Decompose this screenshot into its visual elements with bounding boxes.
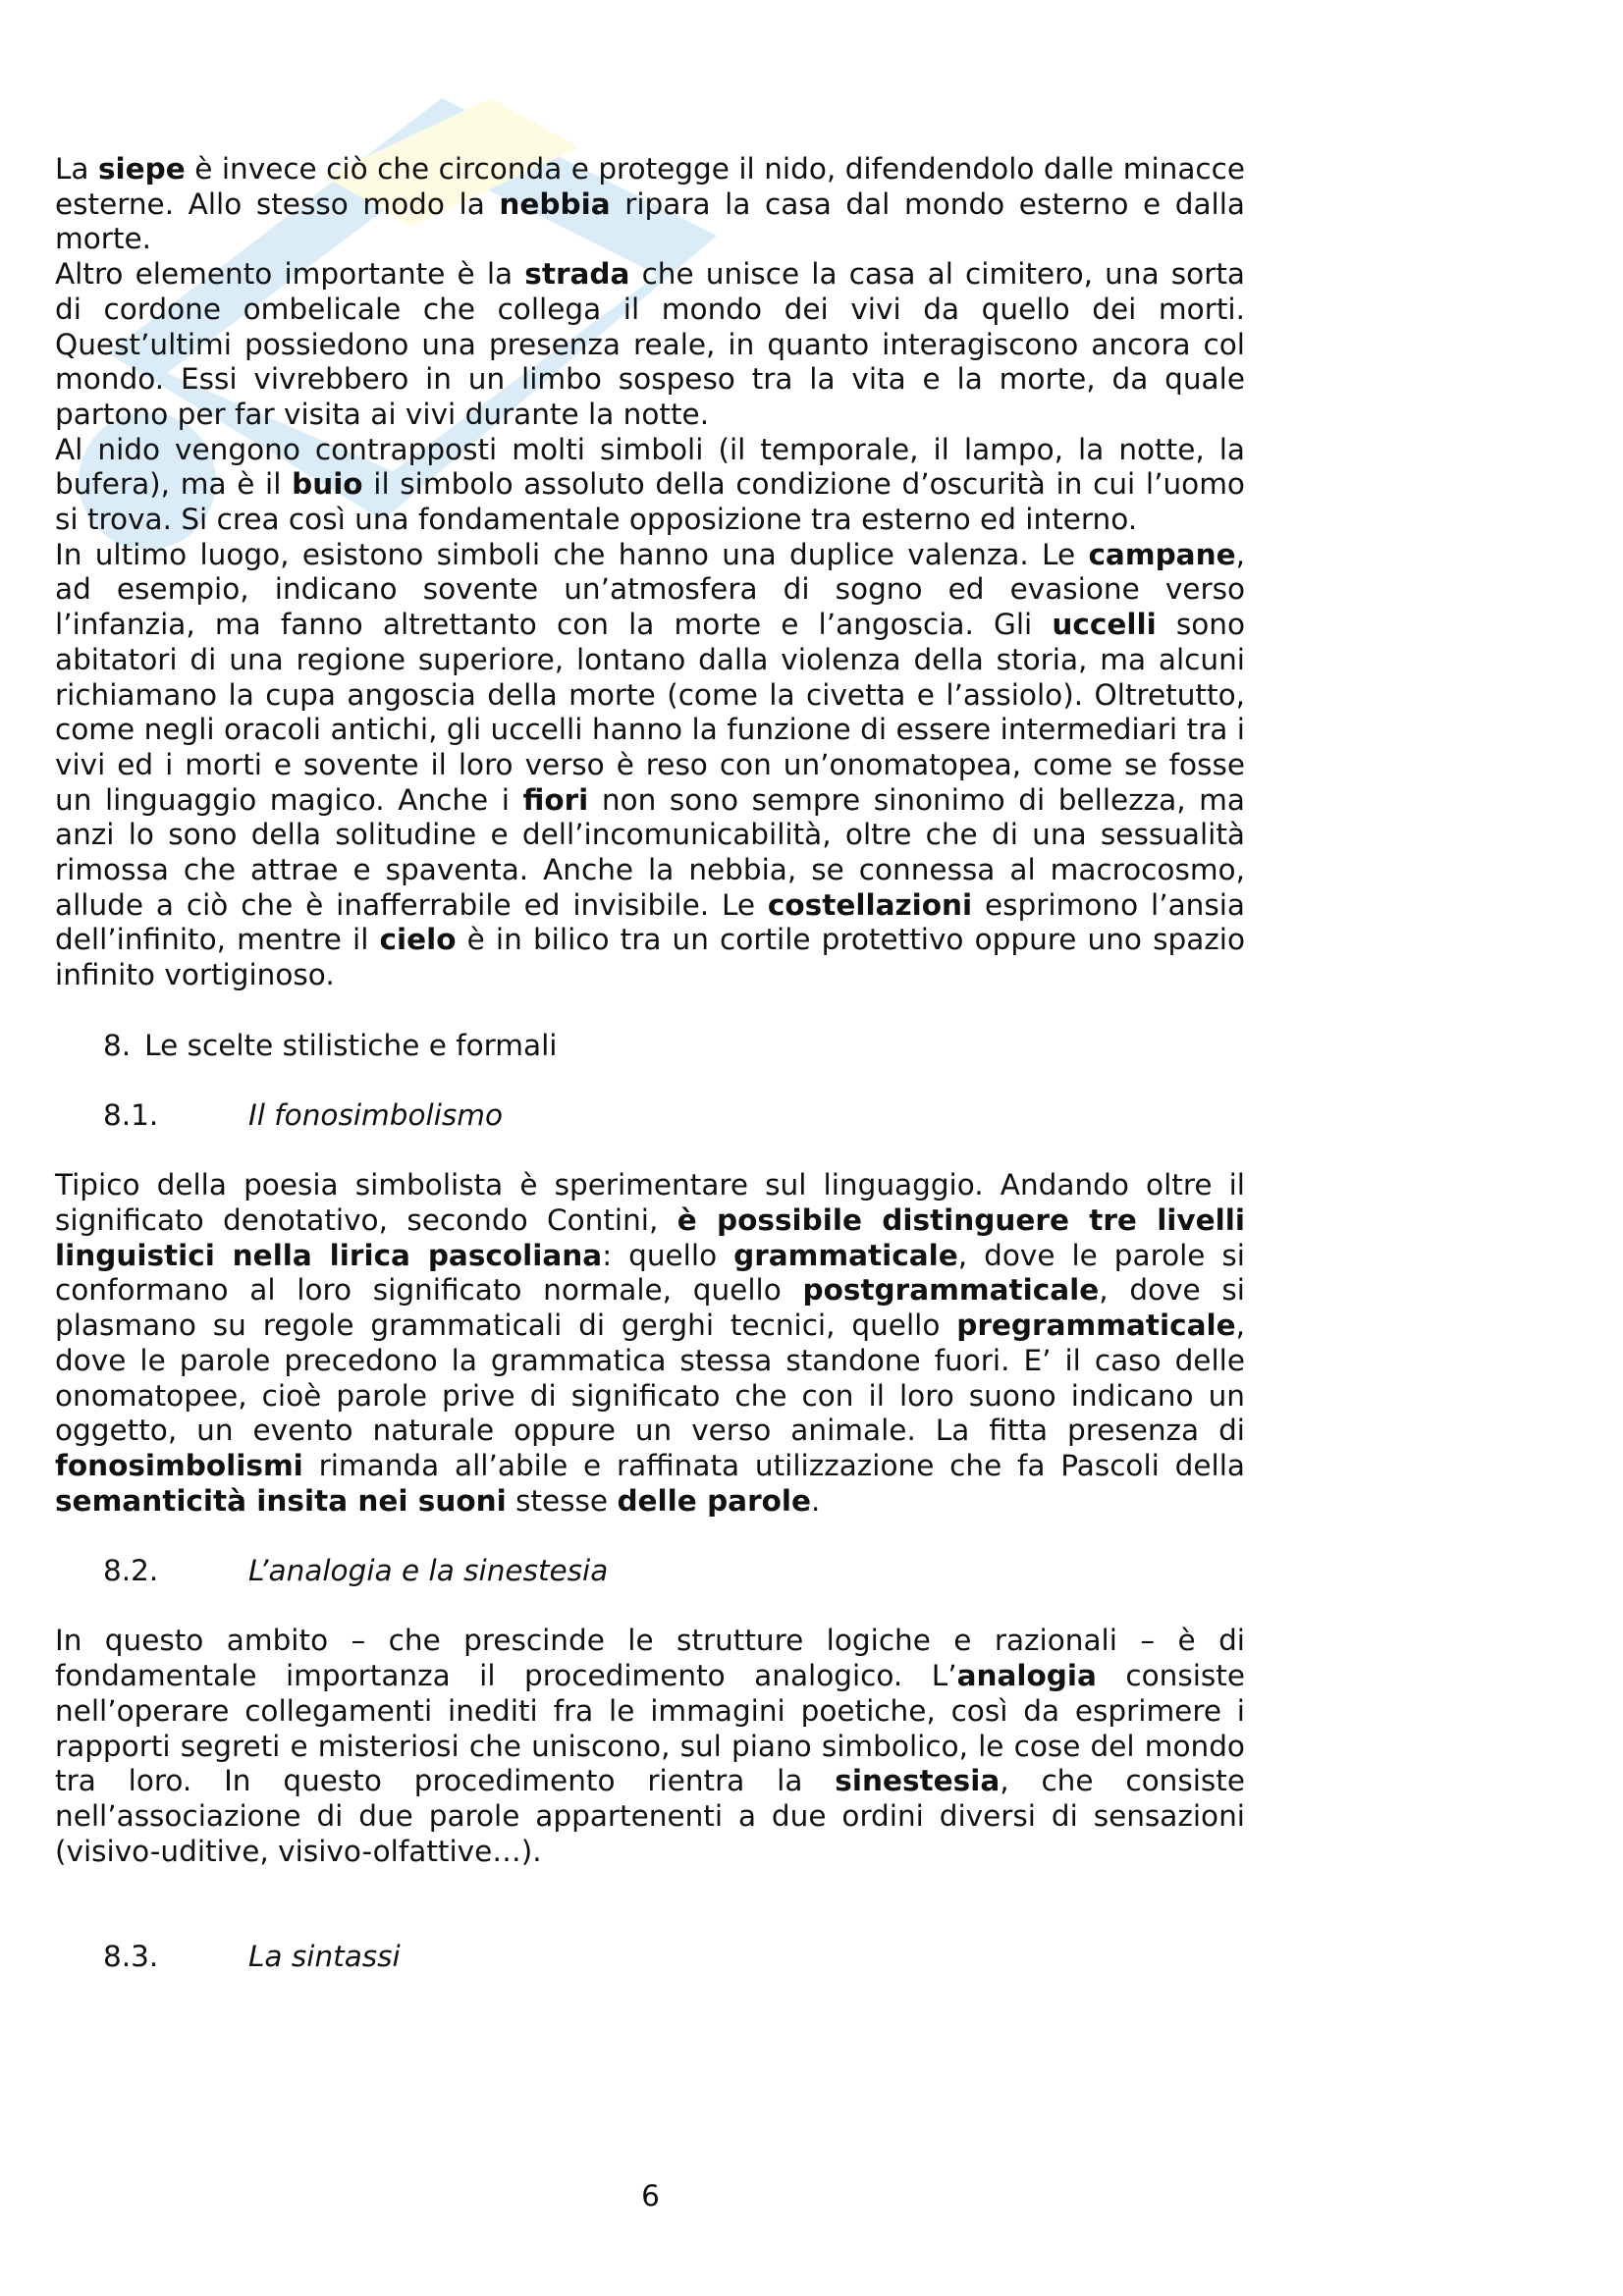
bold-term: fiori	[522, 782, 589, 817]
section-heading-8-2	[55, 1554, 1245, 1589]
paragraph-strada	[55, 257, 1245, 433]
bold-term: campane	[1088, 537, 1236, 571]
bold-term: sinestesia	[835, 1764, 1001, 1798]
bold-term: semanticità insita nei suoni	[55, 1483, 507, 1518]
section-number: 8.3.	[103, 1939, 159, 1973]
paragraph-analogia	[55, 1624, 1245, 1869]
bold-term: delle parole	[617, 1483, 812, 1518]
text-run: non sono sempre sinonimo di bellezza, ma anzi lo sono della solitudine e dell’incomunicabilità, oltre che di una sessualità rimossa che attrae e spaventa. Anche la nebbia, se connessa al macrocosmo, allude a ciò che è inafferrabile ed invisibile. Le	[55, 782, 1245, 922]
text-run: .	[811, 1483, 821, 1518]
text-run: esprimono l’ansia dell’infinito, mentre il	[55, 887, 1245, 957]
text-run: : quello	[602, 1238, 734, 1272]
text-run: è invece ciò che circonda e protegge il nido, difendendolo dalle minacce esterne. Allo stesso modo la	[55, 152, 1245, 221]
paragraph-buio	[55, 433, 1245, 538]
text-run: , dove si plasmano su regole grammaticali di gerghi tecnici, quello	[55, 1273, 1245, 1343]
bold-term: uccelli	[1052, 608, 1157, 642]
text-run: , ad esempio, indicano sovente un’atmosfera di sogno ed evasione verso l’infanzia, ma fanno altrettanto con la morte e l’angoscia. Gli	[55, 537, 1245, 642]
paragraph-simboli-duplici	[55, 538, 1245, 993]
text-run: Altro elemento importante è la	[55, 257, 525, 292]
bold-term: costellazioni	[767, 887, 973, 922]
section-heading-8	[55, 1029, 1245, 1064]
section-title: Le scelte stilistiche e formali	[144, 1028, 558, 1062]
bold-term: analogia	[956, 1659, 1097, 1693]
bold-term: fonosimbolismi	[55, 1448, 303, 1482]
bold-term: nebbia	[499, 187, 611, 221]
bold-term: postgrammaticale	[802, 1273, 1100, 1308]
text-run: , dove le parole precedono la grammatica stessa standone fuori. E’ il caso delle onomatopee, cioè parole prive di significato che con il loro suono indicano un oggetto, un evento naturale oppure un verso animale. La fitta presenza di	[55, 1308, 1245, 1448]
section-number: 8.2.	[103, 1554, 159, 1588]
text-run: che unisce la casa al cimitero, una sorta di cordone ombelicale che collega il mondo dei vivi da quello dei morti. Quest’ultimi possiedono una presenza reale, in quanto interagiscono ancora col mondo. Essi vivrebbero in un limbo sospeso tra la vita e la morte, da quale partono per far visita ai vivi durante la notte.	[55, 257, 1245, 431]
text-run: In ultimo luogo, esistono simboli che hanno una duplice valenza. Le	[55, 537, 1089, 571]
text-run: Al nido vengono contrapposti molti simboli (il temporale, il lampo, la notte, la bufera), ma è il	[55, 432, 1245, 502]
bold-term: cielo	[379, 923, 457, 957]
text-run: ripara la casa dal mondo esterno e dalla morte.	[55, 187, 1246, 256]
text-run: In questo ambito – che prescinde le strutture logiche e razionali – è di fondamentale importanza il procedimento analogico. L’	[55, 1624, 1245, 1693]
text-run: rimanda all’abile e raffinata utilizzazione che fa Pascoli della	[302, 1448, 1245, 1482]
text-run: il simbolo assoluto della condizione d’oscurità in cui l’uomo si trova. Si crea così una fondamentale opposizione tra esterno ed interno.	[55, 467, 1245, 537]
section-title: L’analogia e la sinestesia	[248, 1554, 609, 1588]
page-number: 6	[641, 2179, 660, 2213]
document-body	[55, 152, 1245, 1974]
section-heading-8-1	[55, 1098, 1245, 1134]
section-number: 8.1.	[103, 1097, 159, 1132]
section-title: La sintassi	[248, 1939, 401, 1973]
paragraph-siepe	[55, 152, 1245, 257]
text-run: stesse	[506, 1483, 618, 1518]
section-title: Il fonosimbolismo	[248, 1097, 504, 1132]
bold-term: buio	[292, 467, 363, 502]
text-run: Tipico della poesia simbolista è sperimentare sul linguaggio. Andando oltre il significato denotativo, secondo Contini,	[55, 1168, 1245, 1238]
text-run: sono abitatori di una regione superiore, lontano dalla violenza della storia, ma alcuni richiamano la cupa angoscia della morte (come la civetta e l’assiolo). Oltretutto, come negli oracoli antichi, gli uccelli hanno la funzione di essere intermediari tra i vivi ed i morti e sovente il loro verso è reso con un’onomatopea, come se fosse un linguaggio magico. Anche i	[55, 608, 1245, 817]
bold-term: siepe	[97, 152, 186, 186]
text-run: La	[55, 152, 98, 186]
paragraph-fonosimbolismo	[55, 1168, 1245, 1519]
text-run: è in bilico tra un cortile protettivo oppure uno spazio infinito vortiginoso.	[55, 923, 1246, 992]
bold-term: pregrammaticale	[956, 1308, 1236, 1343]
text-run: , dove le parole si conformano al loro significato normale, quello	[55, 1238, 1245, 1308]
text-run: , che consiste nell’associazione di due parole appartenenti a due ordini diversi di sensazioni (visivo-uditive, visivo-olfattive…).	[55, 1764, 1245, 1868]
section-heading-8-3	[55, 1940, 1245, 1975]
bold-term: grammaticale	[733, 1238, 958, 1272]
bold-term: è possibile distinguere tre livelli linguistici nella lirica pascoliana	[55, 1203, 1245, 1272]
bold-term: strada	[524, 257, 630, 292]
text-run: consiste nell’operare collegamenti inediti fra le immagini poetiche, così da esprimere i rapporti segreti e misteriosi che uniscono, sul piano simbolico, le cose del mondo tra loro. In questo procedimento rientra la	[55, 1659, 1245, 1798]
section-number: 8.	[103, 1028, 132, 1062]
